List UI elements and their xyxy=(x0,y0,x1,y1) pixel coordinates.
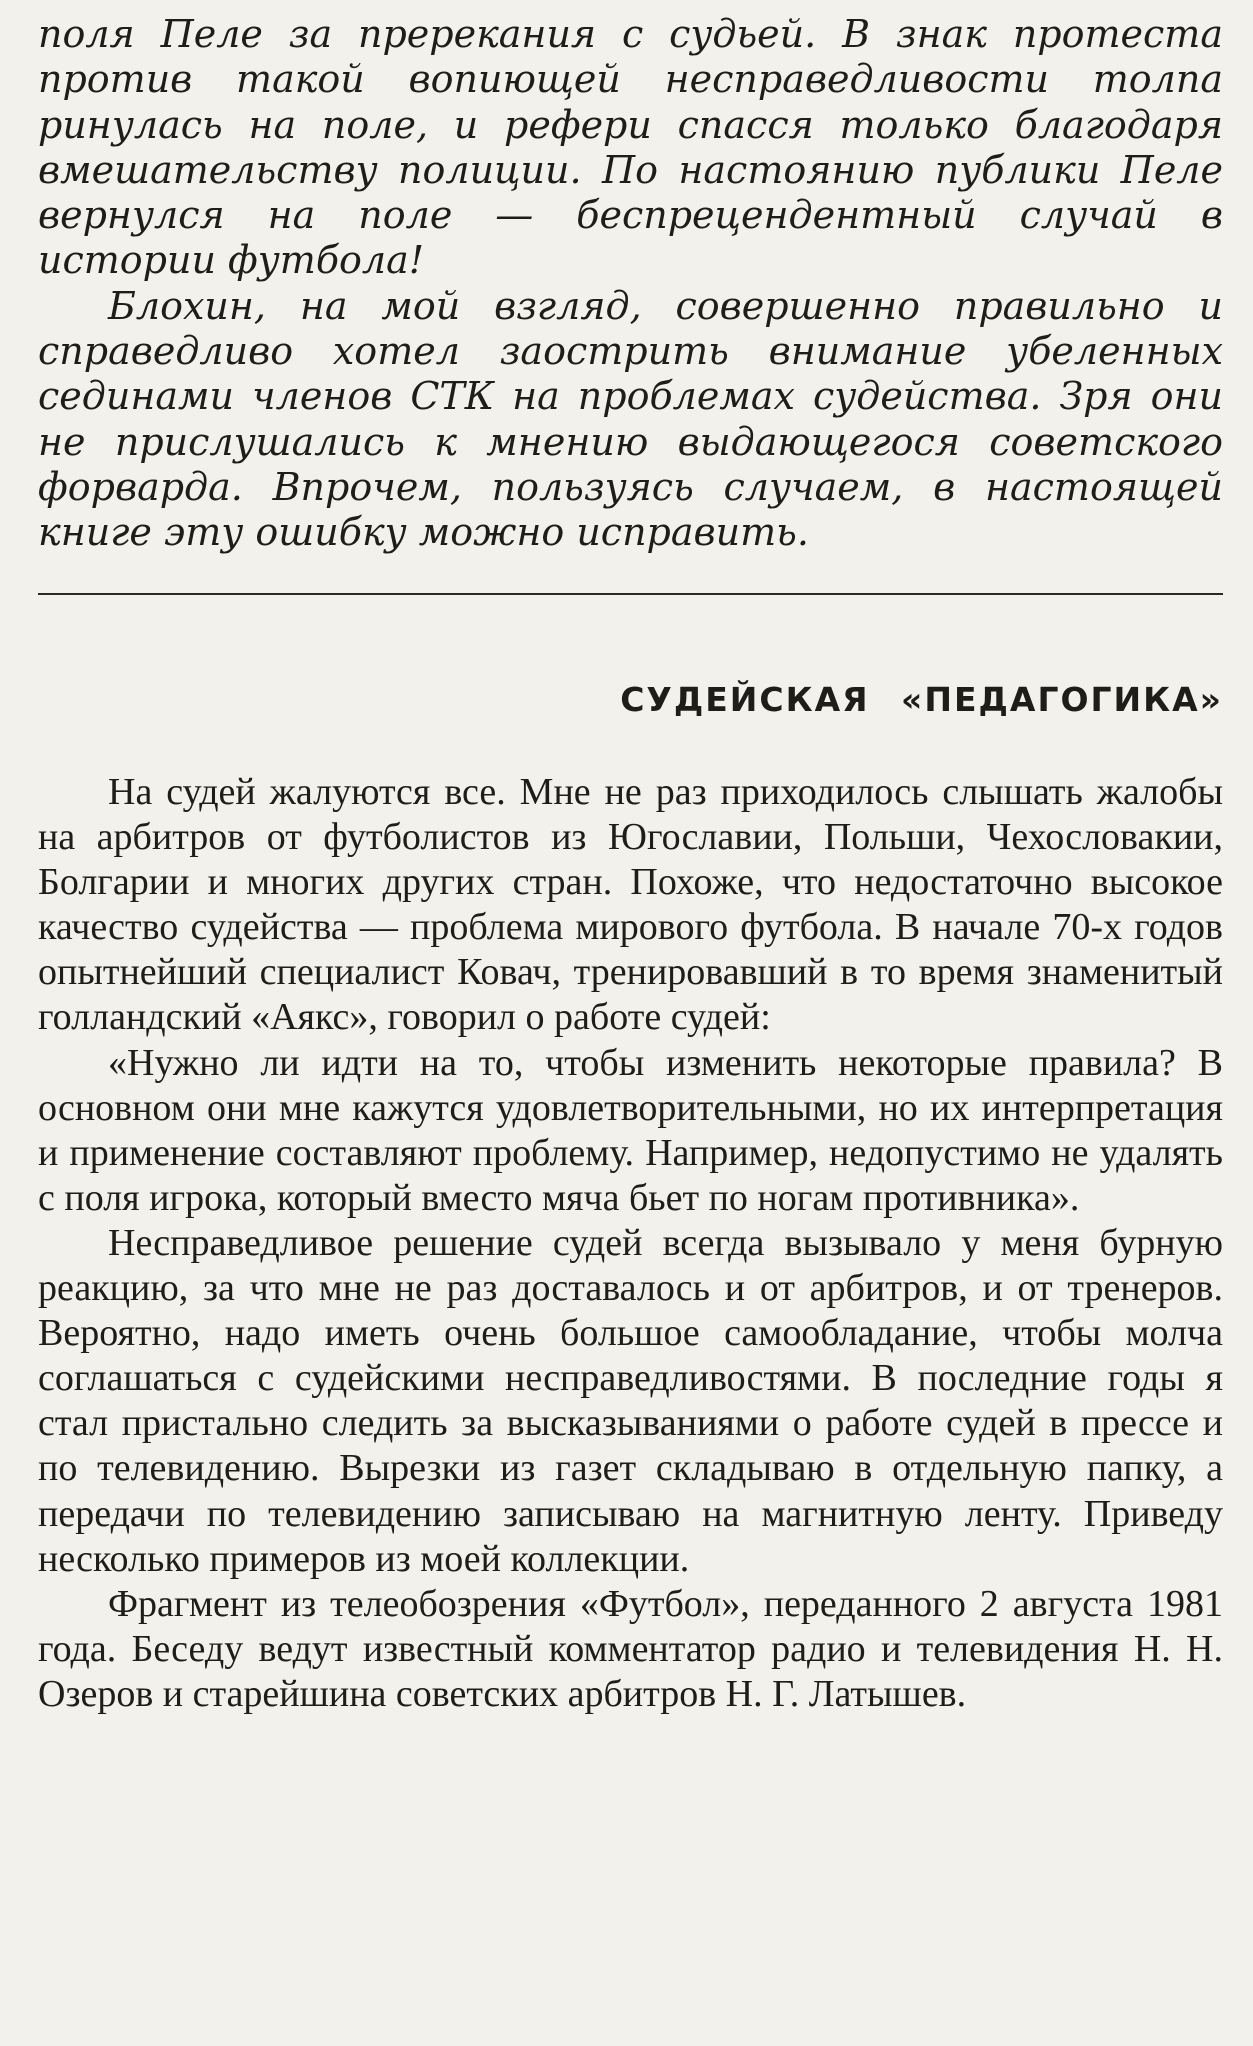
italic-paragraph-pele: поля Пеле за пререкания с судьей. В знак протеста против такой вопиющей несправедливости толпа ринулась на поле, и рефери спасся только благодаря вмешательству полиции. По настоянию публики Пеле вернулся на поле — беспрецендентный случай в истории футбола! xyxy=(38,12,1223,283)
section-divider xyxy=(38,593,1223,595)
section-body xyxy=(38,770,1223,1717)
italic-continuation-block xyxy=(38,0,1223,556)
body-paragraph: Несправедливое решение судей всегда вызывало у меня бурную реакцию, за что мне не раз доставалось и от арбитров, и от тренеров. Вероятно, надо иметь очень большое самообладание, чтобы молча соглашаться с судейскими несправедливостями. В последние годы я стал пристально следить за высказываниями о работе судей в прессе и по телевидению. Вырезки из газет складываю в отдельную папку, а передачи по телевидению записываю на магнитную ленту. Приведу несколько примеров из моей коллекции. xyxy=(38,1221,1223,1580)
body-paragraph: Фрагмент из телеобозрения «Футбол», переданного 2 августа 1981 года. Беседу ведут известный комментатор радио и телевидения Н. Н. Озеров и старейшина советских арбитров Н. Г. Латышев. xyxy=(38,1582,1223,1715)
book-page xyxy=(38,0,1223,2046)
body-paragraph: На судей жалуются все. Мне не раз приходилось слышать жалобы на арбитров от футболистов из Югославии, Польши, Чехословакии, Болгарии и многих других стран. Похоже, что недостаточно высокое качество судейства — проблема мирового футбола. В начале 70-х годов опытнейший специалист Ковач, тренировавший в то время знаменитый голландский «Аякс», говорил о работе судей: xyxy=(38,771,1223,1039)
section-heading: СУДЕЙСКАЯ «ПЕДАГОГИКА» xyxy=(620,680,1223,719)
italic-paragraph-blokhin: Блохин, на мой взгляд, совершенно правильно и справедливо хотел заострить внимание убеленных сединами членов СТК на проблемах судейства. Зря они не прислушались к мнению выдающегося советского форварда. Впрочем, пользуясь случаем, в настоящей книге эту ошибку можно исправить. xyxy=(38,283,1223,555)
body-paragraph-quote: «Нужно ли идти на то, чтобы изменить некоторые правила? В основном они мне кажутся удовлетворительными, но их интерпретация и применение составляют проблему. Например, недопустимо не удалять с поля игрока, который вместо мяча бьет по ногам противника». xyxy=(38,1041,1223,1219)
